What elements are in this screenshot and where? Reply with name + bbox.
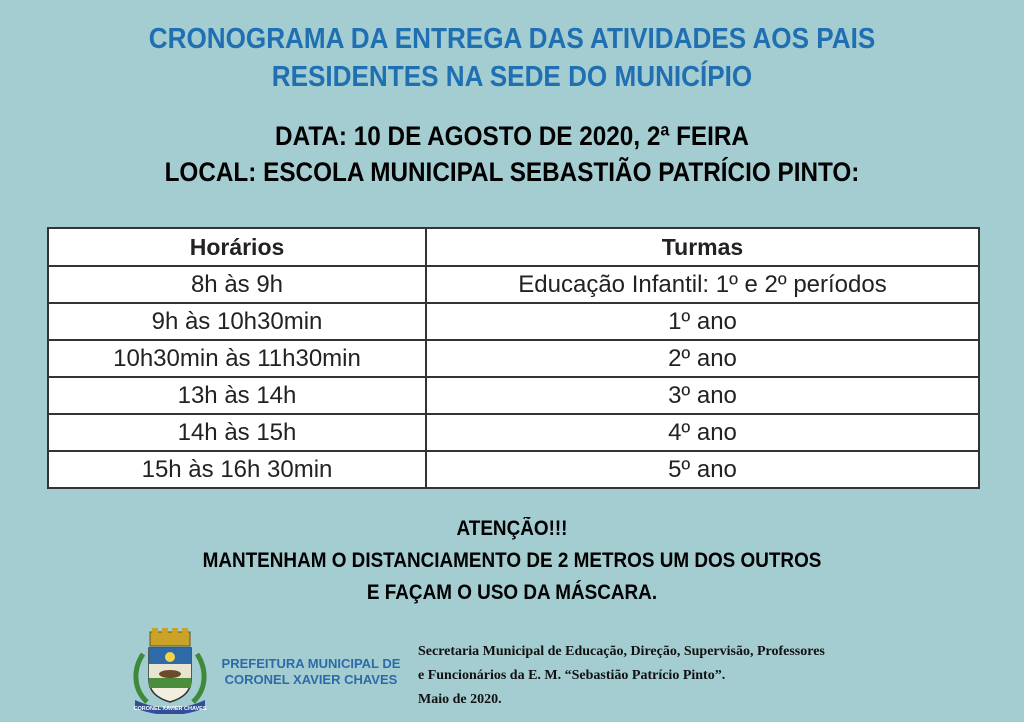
title-line-1: CRONOGRAMA DA ENTREGA DAS ATIVIDADES AOS PAIS [148,23,876,55]
attention-notice [51,513,973,609]
event-location: LOCAL: ESCOLA MUNICIPAL SEBASTIÃO PATRÍCIO PINTO: [164,157,860,187]
cell-turma: 3º ano [426,377,979,414]
table-row [48,266,979,303]
prefeitura-line-1: PREFEITURA MUNICIPAL DE [221,656,401,671]
table-header-row [48,228,979,266]
footer-line-3: Maio de 2020. [418,692,502,707]
cell-horario: 8h às 9h [48,266,426,303]
schedule-table [47,227,980,489]
table-row [48,414,979,451]
footer-line-2: e Funcionários da E. M. “Sebastião Patrício Pinto”. [418,668,726,683]
table-row [48,451,979,488]
cell-turma: Educação Infantil: 1º e 2º períodos [426,266,979,303]
cell-turma: 5º ano [426,451,979,488]
prefeitura-name [216,656,406,688]
table-row [48,377,979,414]
footer-signature [418,640,998,712]
prefeitura-line-2: CORONEL XAVIER CHAVES [224,672,398,687]
event-date: DATA: 10 DE AGOSTO DE 2020, 2ª FEIRA [275,121,749,151]
cell-turma: 2º ano [426,340,979,377]
cell-turma: 1º ano [426,303,979,340]
table-row [48,340,979,377]
attention-heading: ATENÇÃO!!! [456,517,568,540]
event-info [51,118,973,190]
cell-turma: 4º ano [426,414,979,451]
cell-horario: 13h às 14h [48,377,426,414]
title-line-2: RESIDENTES NA SEDE DO MUNICÍPIO [271,61,753,93]
page-title [51,20,973,96]
cell-horario: 15h às 16h 30min [48,451,426,488]
header-turmas: Turmas [426,228,979,266]
header-horarios: Horários [48,228,426,266]
municipal-coat-of-arms-icon [125,624,215,714]
cell-horario: 14h às 15h [48,414,426,451]
footer-line-1: Secretaria Municipal de Educação, Direção, Supervisão, Professores [418,644,825,659]
attention-line-1: MANTENHAM O DISTANCIAMENTO DE 2 METROS UM DOS OUTROS [202,549,822,572]
cell-horario: 10h30min às 11h30min [48,340,426,377]
cell-horario: 9h às 10h30min [48,303,426,340]
logo-banner-text: CORONEL XAVIER CHAVES [133,706,207,712]
table-row [48,303,979,340]
attention-line-2: E FAÇAM O USO DA MÁSCARA. [366,581,658,604]
